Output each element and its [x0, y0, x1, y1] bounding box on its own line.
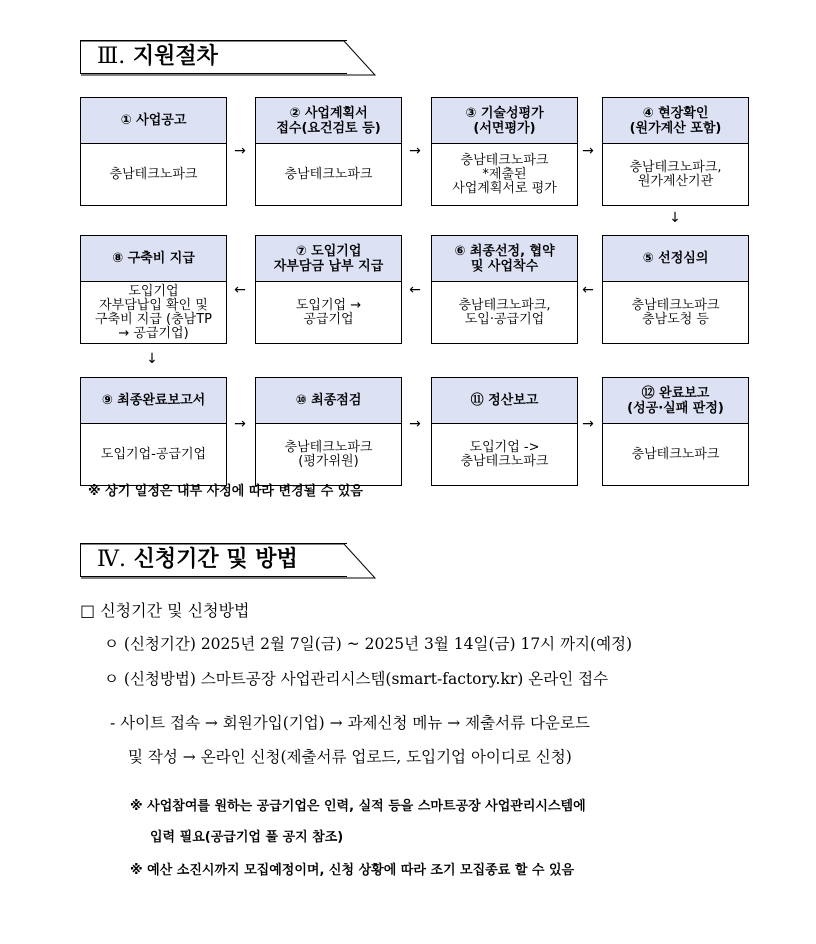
step-title: ⑦ 도입기업 자부담금 납부 지급 — [256, 236, 401, 282]
step-title: ⑤ 선정심의 — [603, 236, 748, 282]
step-owner: 충남테크노파크 — [631, 446, 720, 462]
step-box-3 — [431, 97, 578, 206]
step-box-6 — [431, 235, 578, 344]
step-owner: 충남테크노파크, 도입·공급기업 — [458, 297, 551, 327]
step-box-10 — [255, 377, 402, 486]
arrow-right-icon: → — [409, 143, 421, 159]
step-owner: 도입기업 → 공급기업 — [295, 297, 362, 327]
arrow-right-icon: → — [409, 416, 421, 432]
step-owner: 충남테크노파크, 원가계산기관 — [629, 159, 722, 189]
arrow-left-icon: ← — [582, 282, 594, 298]
step-title: ⑨ 최종완료보고서 — [81, 378, 226, 424]
step-box-9 — [80, 377, 227, 486]
arrow-right-icon: → — [582, 143, 594, 159]
apply-period: ㅇ (신청기간) 2025년 2월 7일(금) ~ 2025년 3월 14일(금) 17시 까지(예정) — [104, 635, 633, 653]
budget-note: ※ 예산 소진시까지 모집예정이며, 신청 상황에 따라 조기 모집종료 할 수 있음 — [130, 863, 575, 878]
step-box-11 — [431, 377, 578, 486]
step-box-1 — [80, 97, 227, 206]
step-box-5 — [602, 235, 749, 344]
step-owner: 도입기업 자부담납입 확인 및 구축비 지급 (충남TP → 공급기업) — [94, 283, 213, 341]
step-box-12 — [602, 377, 749, 486]
step-owner: 충남테크노파크 (평가위원) — [284, 439, 373, 469]
step-owner: 충남테크노파크 — [284, 166, 373, 182]
section-title: 신청기간 및 방법 — [133, 547, 298, 572]
section-title: 지원절차 — [132, 44, 218, 69]
section-number: Ⅳ. — [97, 547, 126, 572]
section-header-4 — [80, 543, 376, 577]
step-owner: 충남테크노파크 충남도청 등 — [631, 297, 720, 327]
arrow-right-icon: → — [234, 143, 246, 159]
step-title: ③ 기술성평가 (서면평가) — [432, 98, 577, 144]
step-owner: 충남테크노파크 *제출된 사업계획서로 평가 — [452, 152, 557, 196]
step-title: ⑥ 최종선정, 협약 및 사업착수 — [432, 236, 577, 282]
step-box-7 — [255, 235, 402, 344]
supplier-note-line1: ※ 사업참여를 원하는 공급기업은 인력, 실적 등을 스마트공장 사업관리시스템에 — [130, 799, 586, 814]
step-title: ④ 현장확인 (원가계산 포함) — [603, 98, 748, 144]
apply-heading: □ 신청기간 및 신청방법 — [80, 601, 250, 620]
arrow-left-icon: ← — [234, 282, 246, 298]
arrow-down-icon: ↓ — [146, 351, 158, 367]
step-title: ⑧ 구축비 지급 — [81, 236, 226, 282]
arrow-right-icon: → — [582, 416, 594, 432]
step-title: ① 사업공고 — [81, 98, 226, 144]
schedule-note: ※ 상기 일정은 내부 사정에 따라 변경될 수 있음 — [88, 484, 363, 499]
step-box-2 — [255, 97, 402, 206]
step-title: ⑪ 정산보고 — [432, 378, 577, 424]
supplier-note-line2: 입력 필요(공급기업 풀 공지 참조) — [150, 830, 344, 845]
section-tab-shape — [80, 543, 376, 579]
section-number: Ⅲ. — [97, 44, 126, 69]
arrow-down-icon: ↓ — [669, 210, 681, 226]
apply-steps-line2: 및 작성 → 온라인 신청(제출서류 업로드, 도입기업 아이디로 신청) — [128, 748, 572, 766]
step-owner: 도입기업-공급기업 — [100, 446, 207, 462]
step-owner: 충남테크노파크 — [109, 166, 198, 182]
step-title: ② 사업계획서 접수(요건검토 등) — [256, 98, 401, 144]
apply-method: ㅇ (신청방법) 스마트공장 사업관리시스템(smart-factory.kr) 온라인 접수 — [104, 670, 609, 688]
step-owner: 도입기업 -> 충남테크노파크 — [460, 439, 549, 469]
apply-steps-line1: - 사이트 접속 → 회원가입(기업) → 과제신청 메뉴 → 제출서류 다운로드 — [110, 714, 590, 732]
step-box-8 — [80, 235, 227, 344]
section-tab-shape — [80, 40, 376, 76]
arrow-left-icon: ← — [409, 282, 421, 298]
step-box-4 — [602, 97, 749, 206]
arrow-right-icon: → — [234, 416, 246, 432]
step-title: ⑩ 최종점검 — [256, 378, 401, 424]
section-header-3 — [80, 40, 376, 74]
step-title: ⑫ 완료보고 (성공·실패 판정) — [603, 378, 748, 424]
